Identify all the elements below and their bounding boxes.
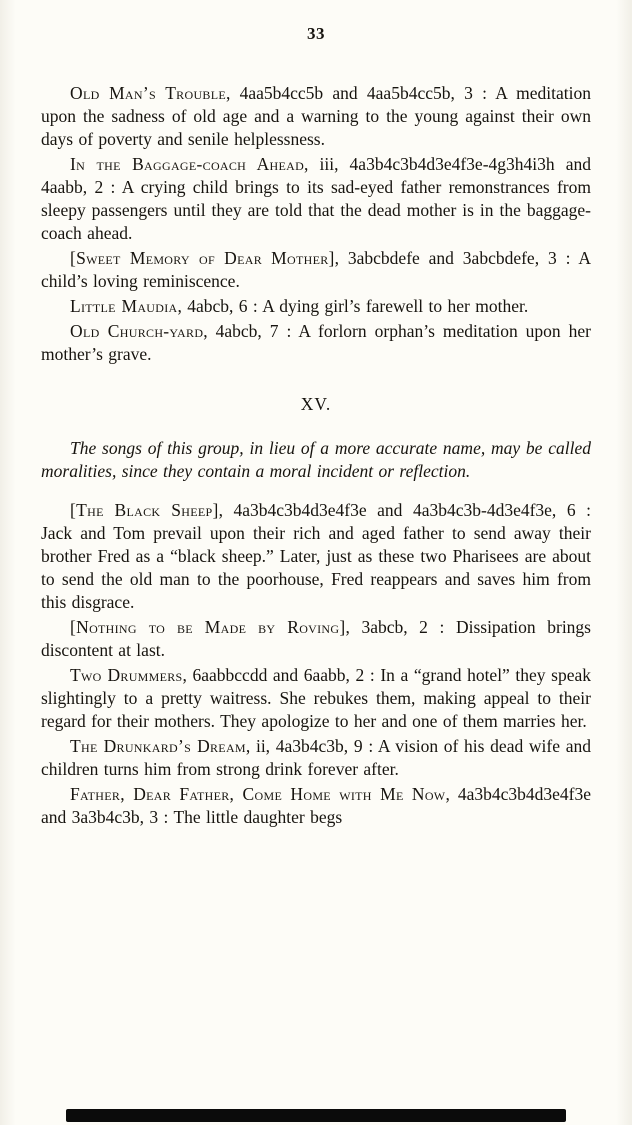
catalog-entry (41, 247, 591, 293)
song-title: Old Church-yard (70, 321, 204, 341)
section-intro: The songs of this group, in lieu of a more accurate name, may be called moralities, since they contain a moral incident or reflection. (41, 438, 591, 481)
song-title: The Drunkard’s Dream (70, 736, 246, 756)
song-title: Old Man’s Trouble (70, 83, 226, 103)
entry-description: , ii, 4a3b4c3b, 9 : A vision of his dead wife and children turns him from strong drink forever after. (41, 736, 591, 779)
catalog-entry (41, 320, 591, 366)
entry-description: , 3abcbdefe and 3abcbdefe, 3 : A child’s loving reminiscence. (41, 248, 591, 291)
song-title: [Sweet Memory of Dear Mother] (70, 248, 335, 268)
scan-edge-artifact (66, 1109, 566, 1122)
catalog-entry (41, 735, 591, 781)
catalog-entry (41, 153, 591, 245)
page-content (41, 82, 591, 831)
entry-description: , 4aa5b4cc5b and 4aa5b4cc5b, 3 : A meditation upon the sadness of old age and a warning to the young against their own days of poverty and senile helplessness. (41, 83, 591, 149)
song-title: Father, Dear Father, Come Home with Me Now (70, 784, 446, 804)
catalog-entry (41, 82, 591, 151)
song-title: In the Baggage-coach Ahead (70, 154, 305, 174)
entry-description: , 6aabbccdd and 6aabb, 2 : In a “grand hotel” they speak slightingly to a pretty waitress. She rebukes them, making appeal to their regard for their mothers. They apologize to her and one of them marries her. (41, 665, 591, 731)
catalog-entry (41, 616, 591, 662)
entry-description: , iii, 4a3b4c3b4d3e4f3e-4g3h4i3h and 4aabb, 2 : A crying child brings to its sad-eyed father remonstrances from sleepy passengers until they are told that the dead mother is in the baggage-coach ahead. (41, 154, 591, 243)
song-title: Two Drummers (70, 665, 183, 685)
song-title: [Nothing to be Made by Roving] (70, 617, 346, 637)
section-heading: XV. (300, 394, 332, 414)
song-title: [The Black Sheep] (70, 500, 219, 520)
song-title: Little Maudia (70, 296, 178, 316)
entry-description: , 3abcb, 2 : Dissipation brings discontent at last. (41, 617, 591, 660)
entry-description: , 4a3b4c3b4d3e4f3e and 4a3b4c3b-4d3e4f3e, 6 : Jack and Tom prevail upon their rich and aged father to send away their brother Fred as a “black sheep.” Later, just as these two Pharisees are about to send the old man to the poorhouse, Fred reappears and saves him from this disgrace. (41, 500, 591, 612)
entry-description: , 4a3b4c3b4d3e4f3e and 3a3b4c3b, 3 : The little daughter begs (41, 784, 591, 827)
catalog-entry (41, 499, 591, 614)
catalog-entry (41, 664, 591, 733)
entry-description: , 4abcb, 6 : A dying girl’s farewell to her mother. (177, 296, 529, 316)
catalog-entry (41, 295, 591, 318)
entry-description: , 4abcb, 7 : A forlorn orphan’s meditation upon her mother’s grave. (41, 321, 592, 364)
catalog-entry (41, 783, 591, 829)
page-number: 33 (307, 24, 325, 43)
